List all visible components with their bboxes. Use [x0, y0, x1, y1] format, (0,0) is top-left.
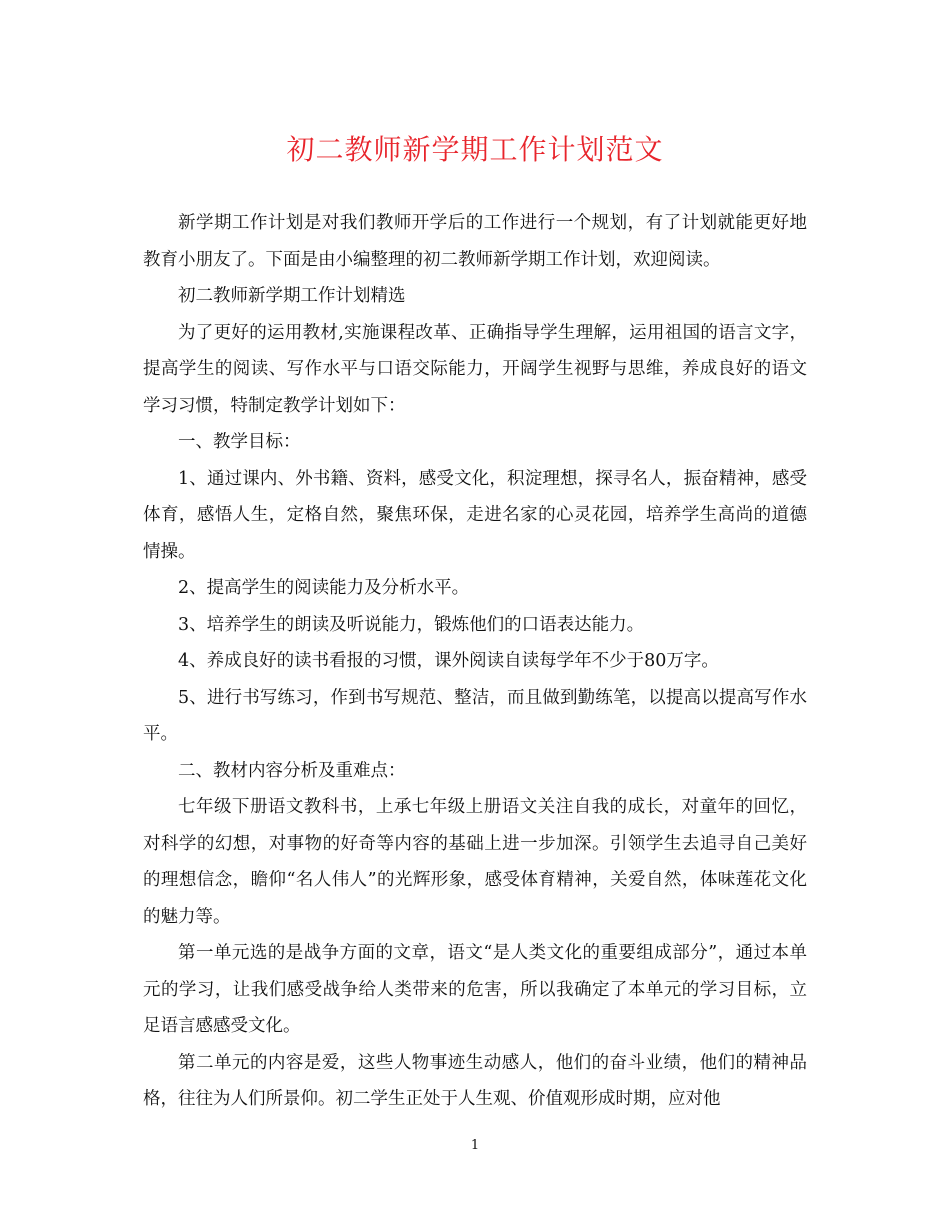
goal-item-4: 4、养成良好的读书看报的习惯，课外阅读自读每学年不少于80万字。	[178, 651, 719, 671]
section-heading-plan: 初二教师新学期工作计划精选	[178, 286, 406, 306]
unit-two-paragraph: 第二单元的内容是爱，这些人物事迹生动感人，他们的奋斗业绩，他们的精神品格，往往为人们所景仰。初二学生正处于人生观、价值观形成时期，应对他	[143, 1052, 807, 1109]
goal-item-5: 5、进行书写练习，作到书写规范、整洁，而且做到勤练笔，以提高以提高写作水平。	[143, 687, 807, 744]
document-body	[143, 205, 807, 1118]
purpose-paragraph: 为了更好的运用教材,实施课程改革、正确指导学生理解，运用祖国的语言文字，提高学生的阅读、写作水平与口语交际能力，开阔学生视野与思维，养成良好的语文学习习惯，特制定教学计划如下：	[143, 322, 807, 416]
goal-item-1: 1、通过课内、外书籍、资料，感受文化，积淀理想，探寻名人，振奋精神，感受体育，感悟人生，定格自然，聚焦环保，走进名家的心灵花园，培养学生高尚的道德情操。	[143, 468, 807, 562]
goal-item-3: 3、培养学生的朗读及听说能力，锻炼他们的口语表达能力。	[178, 614, 645, 635]
section-heading-analysis: 二、教材内容分析及重难点：	[178, 760, 406, 781]
textbook-paragraph: 七年级下册语文教科书，上承七年级上册语文关注自我的成长，对童年的回忆，对科学的幻想，对事物的好奇等内容的基础上进一步加深。引领学生去追寻自己美好的理想信念，瞻仰“名人伟人”的光辉形象，感受体育精神，关爱自然，体味莲花文化的魅力等。	[143, 797, 807, 927]
section-heading-goals: 一、教学目标：	[178, 432, 301, 452]
page-number: 1	[470, 1138, 480, 1153]
goal-item-2: 2、提高学生的阅读能力及分析水平。	[178, 578, 470, 598]
intro-paragraph: 新学期工作计划是对我们教师开学后的工作进行一个规划，有了计划就能更好地教育小朋友了。下面是由小编整理的初二教师新学期工作计划，欢迎阅读。	[143, 213, 807, 270]
unit-one-paragraph: 第一单元选的是战争方面的文章，语文“是人类文化的重要组成部分”，通过本单元的学习，让我们感受战争给人类带来的危害，所以我确定了本单元的学习目标，立足语言感感受文化。	[143, 943, 807, 1036]
document-title: 初二教师新学期工作计划范文	[286, 133, 664, 166]
